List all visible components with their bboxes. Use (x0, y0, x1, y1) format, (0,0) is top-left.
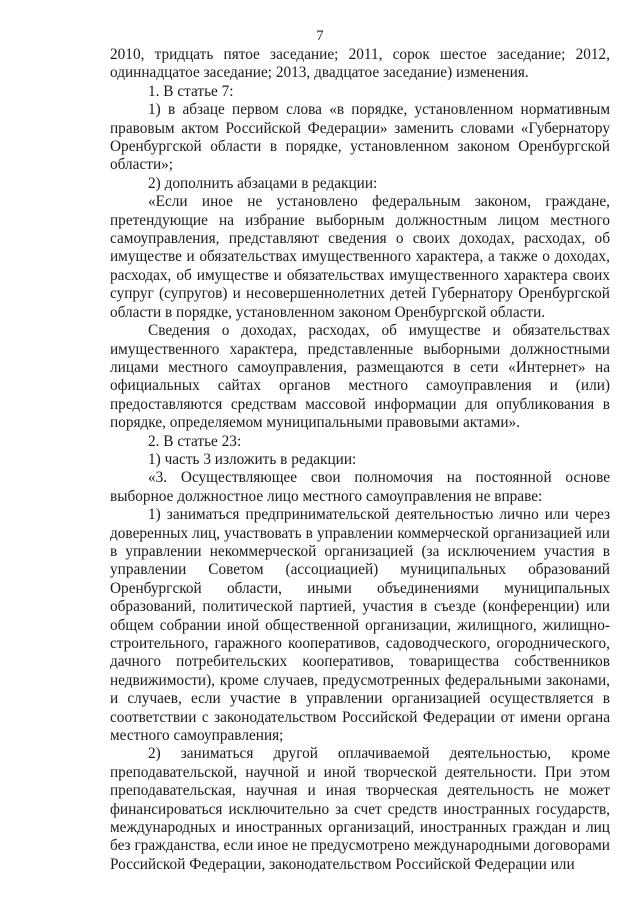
paragraph: «3. Осуществляющее свои полномочия на постоянной основе выборное должностное лицо местного самоуправления не вправе: (110, 469, 610, 505)
paragraph: 1. В статье 7: (148, 82, 234, 100)
paragraph: 1) в абзаце первом слова «в порядке, установленном нормативным правовым актом Российской Федерации» заменить словами «Губернатору Оренбургской области в порядке, установленном законом Оренбургской области»; (110, 101, 610, 174)
page-number: 7 (316, 28, 324, 44)
paragraph: 2. В статье 23: (148, 432, 242, 450)
document-body (110, 46, 610, 874)
paragraph: 2010, тридцать пятое заседание; 2011, сорок шестое заседание; 2012, одиннадцатое заседание; 2013, двадцатое заседание) изменения. (110, 46, 610, 82)
paragraph: 2) дополнить абзацами в редакции: (148, 174, 378, 192)
paragraph: 1) заниматься предпринимательской деятельностью лично или через доверенных лиц, участвовать в управлении коммерческой организацией или в управлении некоммерческой организацией (за исключением участия в управлении Советом (ассоциацией) муниципальных образований Оренбургской области, иными объединениями муниципальных образований, политической партией, участия в съезде (конференции) или общем собрании иной общественной организации, жилищного, жилищно-строительного, гаражного кооперативов, садоводческого, огороднического, дачного потребительских кооперативов, товарищества собственников недвижимости), кроме случаев, предусмотренных федеральными законами, и случаев, если участие в управлении организацией осуществляется в соответствии с законодательством Российской Федерации от имени органа местного самоуправления; (110, 506, 610, 745)
paragraph: 1) часть 3 изложить в редакции: (148, 450, 357, 468)
paragraph: «Если иное не установлено федеральным законом, граждане, претендующие на избрание выборным должностным лицом местного самоуправления, представляют сведения о своих доходах, расходах, об имуществе и обязательствах имущественного характера, а также о доходах, расходах, об имуществе и обязательствах имущественного характера своих супруг (супругов) и несовершеннолетних детей Губернатору Оренбургской области в порядке, установленном законом Оренбургской области. (110, 193, 610, 321)
paragraph: Сведения о доходах, расходах, об имуществе и обязательствах имущественного характера, представленные выборными должностными лицами местного самоуправления, размещаются в сети «Интернет» на официальных сайтах органов местного самоуправления и (или) предоставляются средствам массовой информации для опубликования в порядке, определяемом муниципальными правовыми актами». (110, 322, 610, 432)
paragraph: 2) заниматься другой оплачиваемой деятельностью, кроме преподавательской, научной и иной творческой деятельности. При этом преподавательская, научная и иная творческая деятельность не может финансироваться исключительно за счет средств иностранных государств, международных и иностранных организаций, иностранных граждан и лиц без гражданства, если иное не предусмотрено международными договорами Российской Федерации, законодательством Российской Федерации или (110, 745, 610, 873)
